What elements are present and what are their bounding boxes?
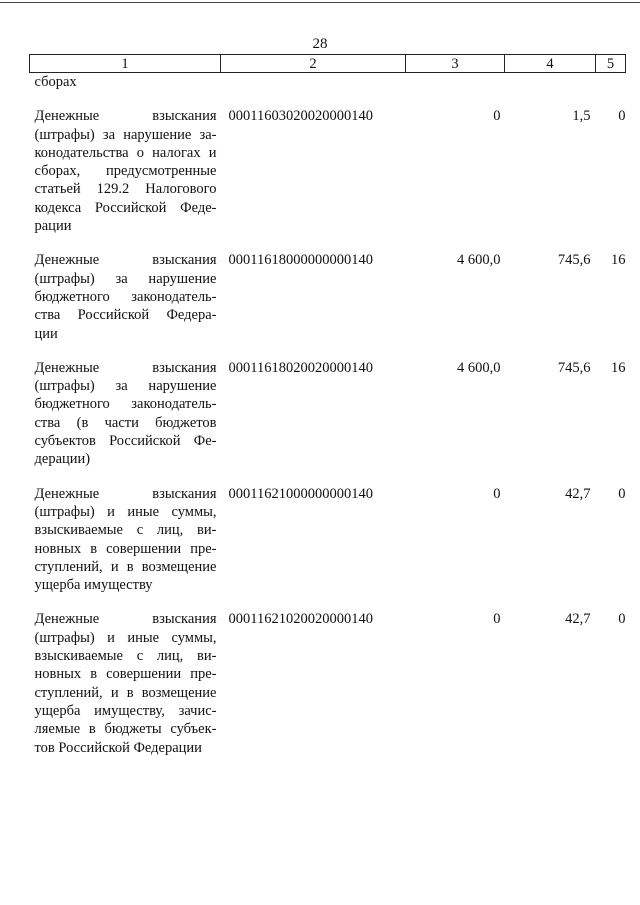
table-row [30, 610, 626, 756]
revenue-name-line: ства (в части бюджетов [34, 414, 217, 431]
table-row [30, 485, 626, 595]
value-col-5: 16 [611, 252, 626, 269]
table-row [30, 107, 626, 235]
revenue-name-line: статьей 129.2 Налогового [34, 181, 217, 198]
row-spacer [30, 91, 626, 107]
revenue-name [30, 107, 221, 235]
revenue-name-line: субъектов Российской Фе- [34, 433, 217, 450]
revenue-name-line: Денежные взыскания [34, 252, 217, 269]
revenue-name-line: Денежные взыскания [34, 359, 217, 376]
value-col-4: 1,5 [572, 108, 591, 125]
revenue-name-line: ступлений, и в возмещение [34, 558, 217, 575]
value-col-4: 745,6 [557, 359, 591, 376]
continuation-row [30, 73, 626, 92]
revenue-name-line: сборах, предусмотренные [34, 163, 217, 180]
budget-code: 00011621020020000140 [228, 611, 373, 628]
budget-code: 00011618020020000140 [228, 359, 373, 376]
column-header-4: 4 [505, 55, 596, 73]
revenue-name-line: Денежные взыскания [34, 108, 217, 125]
revenue-name-line: (штрафы) и иные суммы, [34, 629, 217, 646]
revenue-name-line: ущерба имуществу [34, 577, 153, 594]
value-col-5: 0 [618, 108, 626, 125]
revenue-name-line: рации [34, 218, 72, 235]
revenue-name-line: взыскиваемые с лиц, ви- [34, 648, 217, 665]
row-spacer [30, 469, 626, 485]
table-row [30, 359, 626, 469]
column-header-3: 3 [406, 55, 505, 73]
value-col-5: 0 [618, 611, 626, 628]
column-header-5: 5 [596, 55, 626, 73]
revenue-name-line: ущерба имуществу, зачис- [34, 702, 217, 719]
value-col-3: 0 [493, 611, 501, 628]
value-col-5: 16 [611, 359, 626, 376]
budget-revenue-table [29, 54, 626, 757]
value-col-4: 42,7 [565, 611, 591, 628]
revenue-name-line: новных в совершении пре- [34, 666, 217, 683]
budget-code: 00011621000000000140 [228, 485, 373, 502]
revenue-name-line: взыскиваемые с лиц, ви- [34, 522, 217, 539]
revenue-name-line: бюджетного законодатель- [34, 288, 217, 305]
revenue-name-line: (штрафы) за нарушение [34, 378, 217, 395]
value-col-3: 4 600,0 [457, 252, 501, 269]
column-header-2: 2 [221, 55, 406, 73]
revenue-name-line: (штрафы) за нарушение за- [34, 126, 217, 143]
page-number: 28 [312, 36, 328, 52]
revenue-name-line: кодекса Российской Феде- [34, 199, 217, 216]
value-col-3: 4 600,0 [457, 359, 501, 376]
revenue-name-line: дерации) [34, 451, 91, 468]
table-header-row [30, 55, 626, 73]
row-spacer [30, 343, 626, 359]
top-border-line [0, 2, 640, 3]
row-spacer [30, 594, 626, 610]
revenue-name-line: ступлений, и в возмещение [34, 684, 217, 701]
value-col-4: 745,6 [557, 252, 591, 269]
revenue-name-line: бюджетного законодатель- [34, 396, 217, 413]
continuation-text: сборах [34, 74, 77, 90]
budget-code: 00011618000000000140 [228, 252, 373, 269]
revenue-name [30, 251, 221, 342]
revenue-name-line: ства Российской Федера- [34, 307, 217, 324]
value-col-5: 0 [618, 485, 626, 502]
revenue-name [30, 610, 221, 756]
revenue-name [30, 485, 221, 595]
row-spacer [30, 235, 626, 251]
revenue-name-line: (штрафы) и иные суммы, [34, 503, 217, 520]
value-col-3: 0 [493, 485, 501, 502]
table-row [30, 251, 626, 342]
value-col-3: 0 [493, 108, 501, 125]
value-col-4: 42,7 [565, 485, 591, 502]
revenue-name-line: конодательства о налогах и [34, 144, 217, 161]
revenue-name-line: (штрафы) за нарушение [34, 270, 217, 287]
column-header-1: 1 [30, 55, 221, 73]
revenue-name [30, 359, 221, 469]
revenue-name-line: Денежные взыскания [34, 485, 217, 502]
revenue-name-line: Денежные взыскания [34, 611, 217, 628]
revenue-name-line: тов Российской Федерации [34, 739, 202, 756]
budget-code: 00011603020020000140 [228, 108, 373, 125]
revenue-name-line: ляемые в бюджеты субъек- [34, 721, 217, 738]
revenue-name-line: ции [34, 325, 58, 342]
revenue-name-line: новных в совершении пре- [34, 540, 217, 557]
